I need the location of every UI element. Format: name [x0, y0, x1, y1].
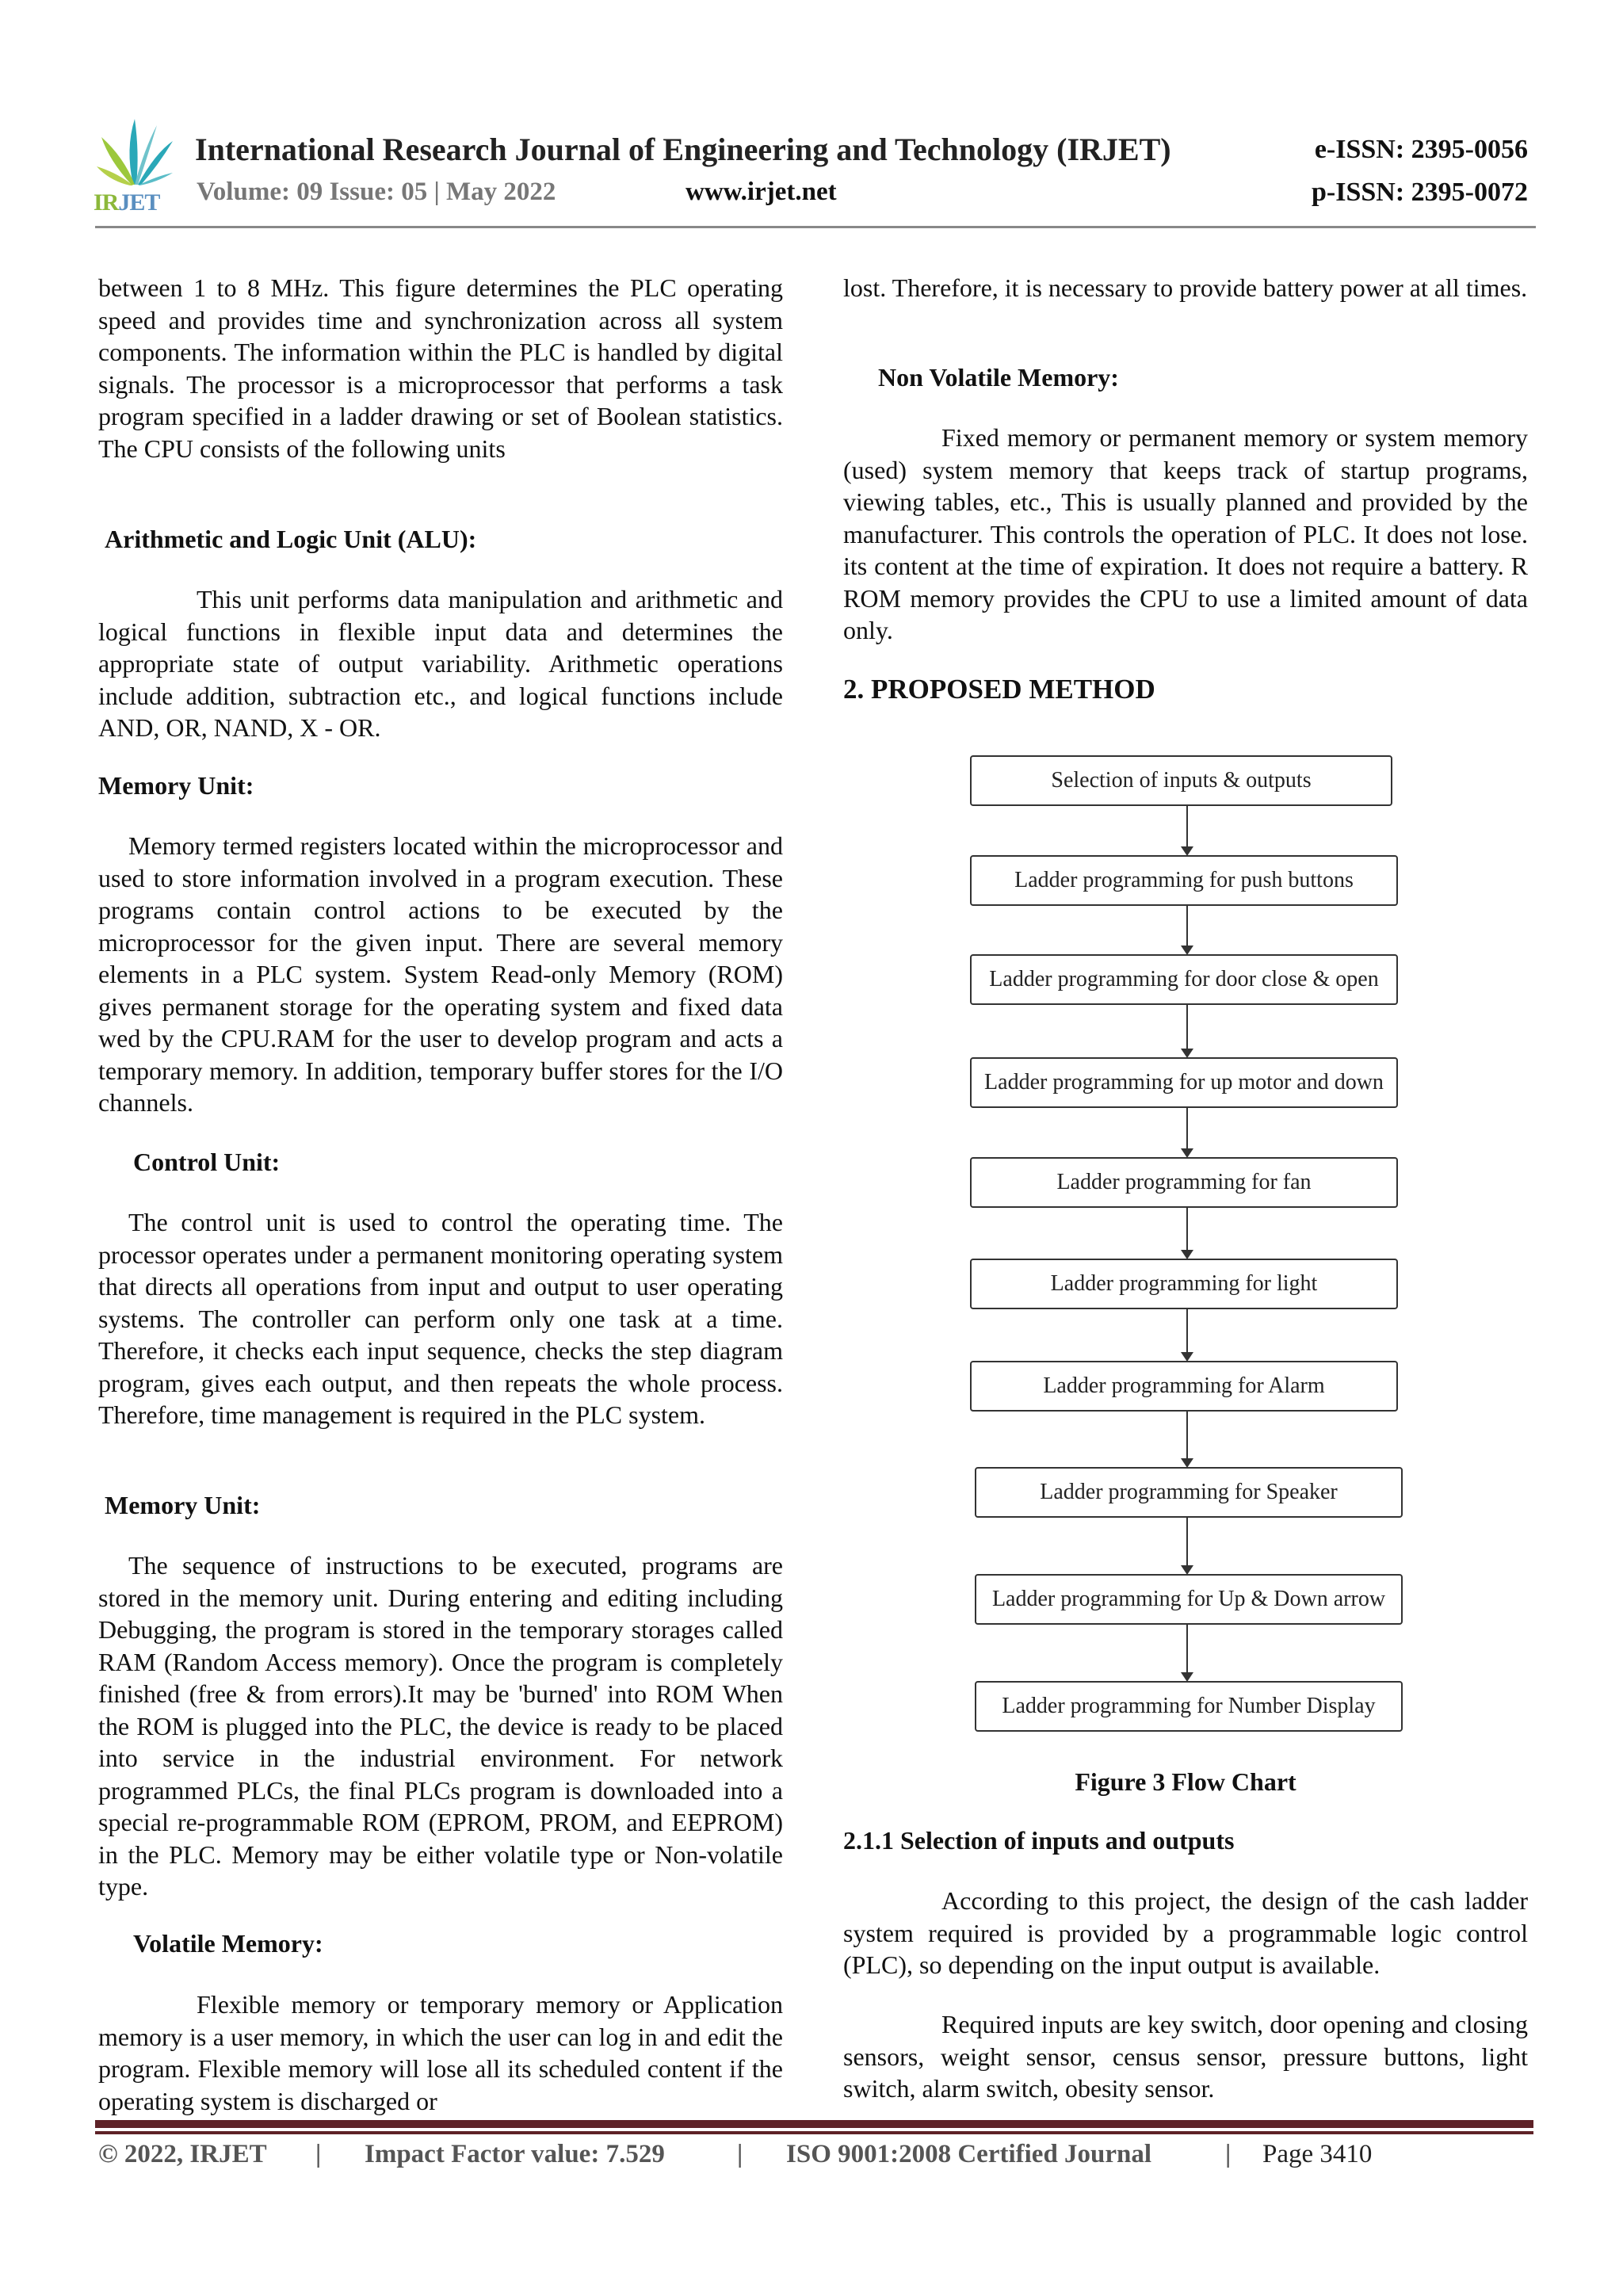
logo-text: IRJET [94, 189, 160, 216]
website-link[interactable]: www.irjet.net [685, 178, 837, 206]
flow-step-10: Ladder programming for Number Display [975, 1681, 1403, 1732]
flow-step-6: Ladder programming for light [970, 1259, 1398, 1309]
footer-separator: | [315, 2140, 322, 2168]
paragraph-memory-unit-2: The sequence of instructions to be executed, programs are stored in the memory unit. During entering and editing including Debugging, the program is stored in the temporary storages called RAM (Random Access memory). Once the program is completely finished (free & from errors).It may be 'burned' into ROM When the ROM is plugged into the PLC, the device is ready to be placed into service in the industrial environment. For network programmed PLCs, the final PLCs program is downloaded into a special re-programmable ROM (EPROM, PROM, and EEPROM) in the PLC. Memory may be either volatile type or Non-volatile type. [98, 1551, 783, 1901]
arrow-down-icon [1186, 1518, 1188, 1573]
paragraph: According to this project, the design of the cash ladder system required is provided by a programmable logic control (PLC), so depending on the input output is available. [843, 1886, 1528, 1979]
paragraph-control-unit: The control unit is used to control the operating time. The processor operates under a permanent monitoring operating system that directs all operations from input and output to user operating systems. The controller can perform only one task at a time. Therefore, it checks each input sequence, checks the step diagram program, gives each output, and then repeats the whole process. Therefore, time management is required in the PLC system. [98, 1208, 783, 1429]
leaf-logo-icon [94, 117, 178, 189]
header-divider [95, 226, 1536, 228]
paragraph: lost. Therefore, it is necessary to provide battery power at all times. [843, 273, 1528, 302]
paragraph-volatile-memory: Flexible memory or temporary memory or Application memory is a user memory, in which the user can log in and edit the program. Flexible memory will lose all its scheduled content if the operating system is discharged or [98, 1990, 783, 2115]
figure-caption: Figure 3 Flow Chart [1075, 1767, 1296, 1796]
arrow-down-icon [1186, 1005, 1188, 1056]
section-heading-memory-unit-2: Memory Unit: [105, 1491, 261, 1519]
journal-title: International Research Journal of Engineering and Technology (IRJET) [195, 132, 1171, 167]
footer-impact-factor: Impact Factor value: 7.529 [365, 2140, 665, 2168]
section-heading-proposed-method: 2. PROPOSED METHOD [843, 674, 1155, 705]
paragraph: Required inputs are key switch, door opening and closing sensors, weight sensor, census sensor, pressure buttons, light switch, alarm switch, obesity sensor. [843, 2010, 1528, 2103]
paragraph-nonvolatile-memory: Fixed memory or permanent memory or system memory (used) system memory that keeps track of startup programs, viewing tables, etc., This is usually planned and provided by the manufacturer. This controls the operation of PLC. It does not lose. its content at the time of expiration. It does not require a battery. R ROM memory provides the CPU to use a limited amount of data only. [843, 423, 1528, 644]
arrow-down-icon [1186, 1412, 1188, 1466]
flow-step-3: Ladder programming for door close & open [970, 954, 1398, 1005]
arrow-down-icon [1186, 806, 1188, 854]
section-heading-memory-unit: Memory Unit: [98, 771, 254, 800]
flow-step-8: Ladder programming for Speaker [975, 1467, 1403, 1518]
footer-copyright: © 2022, IRJET [98, 2140, 267, 2168]
arrow-down-icon [1186, 1625, 1188, 1680]
arrow-down-icon [1186, 1208, 1188, 1258]
paragraph-memory-unit: Memory termed registers located within the microprocessor and used to store information involved in a program execution. These programs contain control actions to be executed by the microprocessor for the given input. There are several memory elements in a PLC system. System Read-only Memory (ROM) gives permanent storage for the operating system and fixed data wed by the CPU.RAM for the user to develop program and acts a temporary memory. In addition, temporary buffer stores for the I/O channels. [98, 831, 783, 1117]
footer-divider [95, 2120, 1533, 2128]
footer-iso: ISO 9001:2008 Certified Journal [786, 2140, 1152, 2168]
flow-step-4: Ladder programming for up motor and down [970, 1057, 1398, 1108]
section-heading-control-unit: Control Unit: [133, 1148, 281, 1176]
paragraph: between 1 to 8 MHz. This figure determines the PLC operating speed and provides time and synchronization across all system components. The information within the PLC is handled by digital signals. The processor is a microprocessor that performs a task program specified in a ladder drawing or set of Boolean statistics. The CPU consists of the following units [98, 273, 783, 463]
paragraph-alu: This unit performs data manipulation and arithmetic and logical functions in flexible input data and determines the appropriate state of output variability. Arithmetic operations include addition, subtraction etc., and logical functions include AND, OR, NAND, X - OR. [98, 585, 783, 742]
pissn: p-ISSN: 2395-0072 [1312, 178, 1528, 207]
footer-page-number: Page 3410 [1262, 2140, 1373, 2168]
volume-issue: Volume: 09 Issue: 05 | May 2022 [197, 178, 556, 206]
flow-step-9: Ladder programming for Up & Down arrow [975, 1574, 1403, 1625]
journal-logo [94, 117, 178, 216]
footer-divider-thin [95, 2131, 1533, 2134]
section-heading-volatile-memory: Volatile Memory: [133, 1929, 323, 1958]
section-heading-2-1-1: 2.1.1 Selection of inputs and outputs [843, 1826, 1235, 1855]
arrow-down-icon [1186, 1309, 1188, 1360]
footer-separator: | [1225, 2140, 1232, 2168]
flow-step-5: Ladder programming for fan [970, 1157, 1398, 1208]
footer-separator: | [737, 2140, 743, 2168]
section-heading-nonvolatile-memory: Non Volatile Memory: [878, 363, 1119, 392]
eissn: e-ISSN: 2395-0056 [1314, 135, 1528, 164]
arrow-down-icon [1186, 906, 1188, 953]
flow-step-1: Selection of inputs & outputs [970, 755, 1392, 806]
flow-step-2: Ladder programming for push buttons [970, 855, 1398, 906]
arrow-down-icon [1186, 1108, 1188, 1156]
flow-step-7: Ladder programming for Alarm [970, 1361, 1398, 1412]
section-heading-alu: Arithmetic and Logic Unit (ALU): [105, 525, 477, 553]
